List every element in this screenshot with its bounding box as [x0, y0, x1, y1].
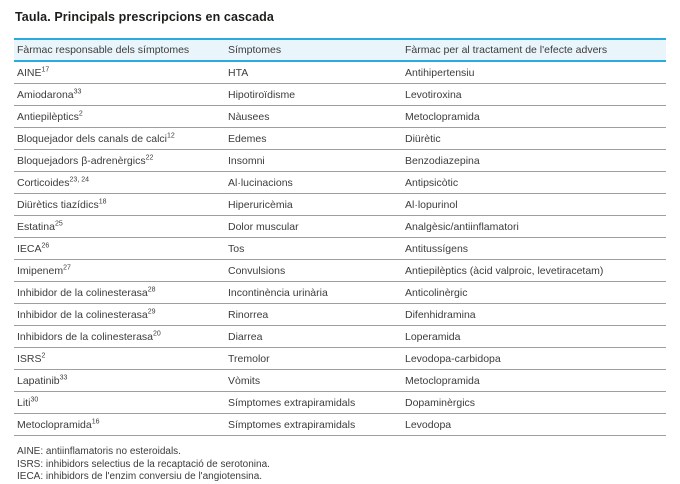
column-header-symptom: Símptomes: [225, 39, 402, 61]
symptom-cell: HTA: [225, 61, 402, 84]
table-row: [14, 238, 666, 260]
symptom-cell: Rinorrea: [225, 304, 402, 326]
table-row: [14, 326, 666, 348]
table-row: [14, 282, 666, 304]
reference-superscript: 33: [73, 88, 82, 96]
footnote-aine: AINE: antiinflamatoris no esteroidals.: [17, 446, 181, 457]
treatment-cell: Anticolinèrgic: [402, 282, 666, 304]
reference-superscript: 18: [98, 198, 107, 206]
treatment-cell: Metoclopramida: [402, 370, 666, 392]
footnotes: [17, 446, 666, 484]
drug-cell: Metoclopramida$^{16}$: [14, 414, 225, 436]
reference-superscript: 20: [153, 330, 161, 338]
treatment-cell: Difenhidramina: [402, 304, 666, 326]
table-row: [14, 392, 666, 414]
treatment-cell: Antipsicòtic: [402, 172, 666, 194]
table-row: [14, 348, 666, 370]
table-row: [14, 61, 666, 84]
symptom-cell: Diarrea: [225, 326, 402, 348]
treatment-cell: Antiepilèptics (àcid valproic, levetiracetam): [402, 260, 666, 282]
drug-cell: AINE$^{17}$: [14, 61, 225, 84]
treatment-cell: Levotiroxina: [402, 84, 666, 106]
footnote-ieca: IECA: inhibidors de l'enzim conversiu de l'angiotensina.: [17, 471, 263, 482]
drug-cell: Inhibidor de la colinesterasa$^{29}$: [14, 304, 225, 326]
symptom-cell: Nàusees: [225, 106, 402, 128]
treatment-cell: Levodopa-carbidopa: [402, 348, 666, 370]
table-row: [14, 194, 666, 216]
drug-cell: Amiodarona$^{33}$: [14, 84, 225, 106]
treatment-cell: Antitussígens: [402, 238, 666, 260]
reference-superscript: 25: [54, 220, 63, 228]
symptom-cell: Hiperuricèmia: [225, 194, 402, 216]
treatment-cell: Diürètic: [402, 128, 666, 150]
symptom-cell: Al·lucinacions: [225, 172, 402, 194]
treatment-cell: Al·lopurinol: [402, 194, 666, 216]
symptom-cell: Convulsions: [225, 260, 402, 282]
symptom-cell: Símptomes extrapiramidals: [225, 392, 402, 414]
drug-cell: Inhibidor de la colinesterasa$^{28}$: [14, 282, 225, 304]
drug-cell: Diürètics tiazídics$^{18}$: [14, 194, 225, 216]
drug-cell: Inhibidors de la colinesterasa$^{20}$: [14, 326, 225, 348]
table-header-row: [14, 39, 666, 61]
symptom-cell: Tos: [225, 238, 402, 260]
drug-cell: Bloquejadors β-adrenèrgics$^{22}$: [14, 150, 225, 172]
table-row: [14, 370, 666, 392]
reference-superscript: 22: [145, 154, 154, 162]
symptom-cell: Edemes: [225, 128, 402, 150]
drug-cell: ISRS$^2$: [14, 348, 225, 370]
reference-superscript: 26: [41, 242, 50, 250]
treatment-cell: Metoclopramida: [402, 106, 666, 128]
treatment-cell: Antihipertensiu: [402, 61, 666, 84]
symptom-cell: Insomni: [225, 150, 402, 172]
drug-cell: Lapatinib$^{33}$: [14, 370, 225, 392]
symptom-cell: Símptomes extrapiramidals: [225, 414, 402, 436]
table-body: [14, 61, 666, 436]
table-row: [14, 84, 666, 106]
reference-superscript: 23, 24: [69, 176, 89, 184]
table-row: [14, 260, 666, 282]
drug-cell: Imipenem$^{27}$: [14, 260, 225, 282]
column-header-treatment: Fàrmac per al tractament de l'efecte advers: [402, 39, 666, 61]
table-row: [14, 172, 666, 194]
symptom-cell: Dolor muscular: [225, 216, 402, 238]
table-row: [14, 304, 666, 326]
table-title: Taula. Principals prescripcions en cascada: [15, 10, 274, 24]
table-row: [14, 150, 666, 172]
symptom-cell: Vòmits: [225, 370, 402, 392]
column-header-drug: Fàrmac responsable dels símptomes: [14, 39, 225, 61]
drug-cell: Antiepilèptics$^2$: [14, 106, 225, 128]
treatment-cell: Benzodiazepina: [402, 150, 666, 172]
footnote-isrs: ISRS: inhibidors selectius de la recaptació de serotonina.: [17, 458, 270, 470]
table-row: [14, 216, 666, 238]
symptom-cell: Hipotiroïdisme: [225, 84, 402, 106]
reference-superscript: 2: [41, 352, 46, 360]
reference-superscript: 27: [63, 264, 71, 272]
reference-superscript: 29: [147, 308, 156, 316]
reference-superscript: 30: [30, 396, 39, 404]
symptom-cell: Incontinència urinària: [225, 282, 402, 304]
drug-cell: Liti$^{30}$: [14, 392, 225, 414]
prescription-cascade-table: [14, 38, 666, 436]
reference-superscript: 33: [59, 374, 68, 382]
reference-superscript: 17: [41, 66, 50, 74]
reference-superscript: 12: [167, 132, 175, 140]
treatment-cell: Dopaminèrgics: [402, 392, 666, 414]
treatment-cell: Loperamida: [402, 326, 666, 348]
treatment-cell: Analgèsic/antiinflamatori: [402, 216, 666, 238]
table-row: [14, 414, 666, 436]
drug-cell: Bloquejador dels canals de calci$^{12}$: [14, 128, 225, 150]
treatment-cell: Levodopa: [402, 414, 666, 436]
drug-cell: IECA$^{26}$: [14, 238, 225, 260]
drug-cell: Corticoides$^{23, 24}$: [14, 172, 225, 194]
table-row: [14, 106, 666, 128]
reference-superscript: 28: [147, 286, 156, 294]
reference-superscript: 16: [91, 418, 100, 426]
reference-superscript: 2: [78, 110, 83, 118]
table-row: [14, 128, 666, 150]
drug-cell: Estatina$^{25}$: [14, 216, 225, 238]
symptom-cell: Tremolor: [225, 348, 402, 370]
